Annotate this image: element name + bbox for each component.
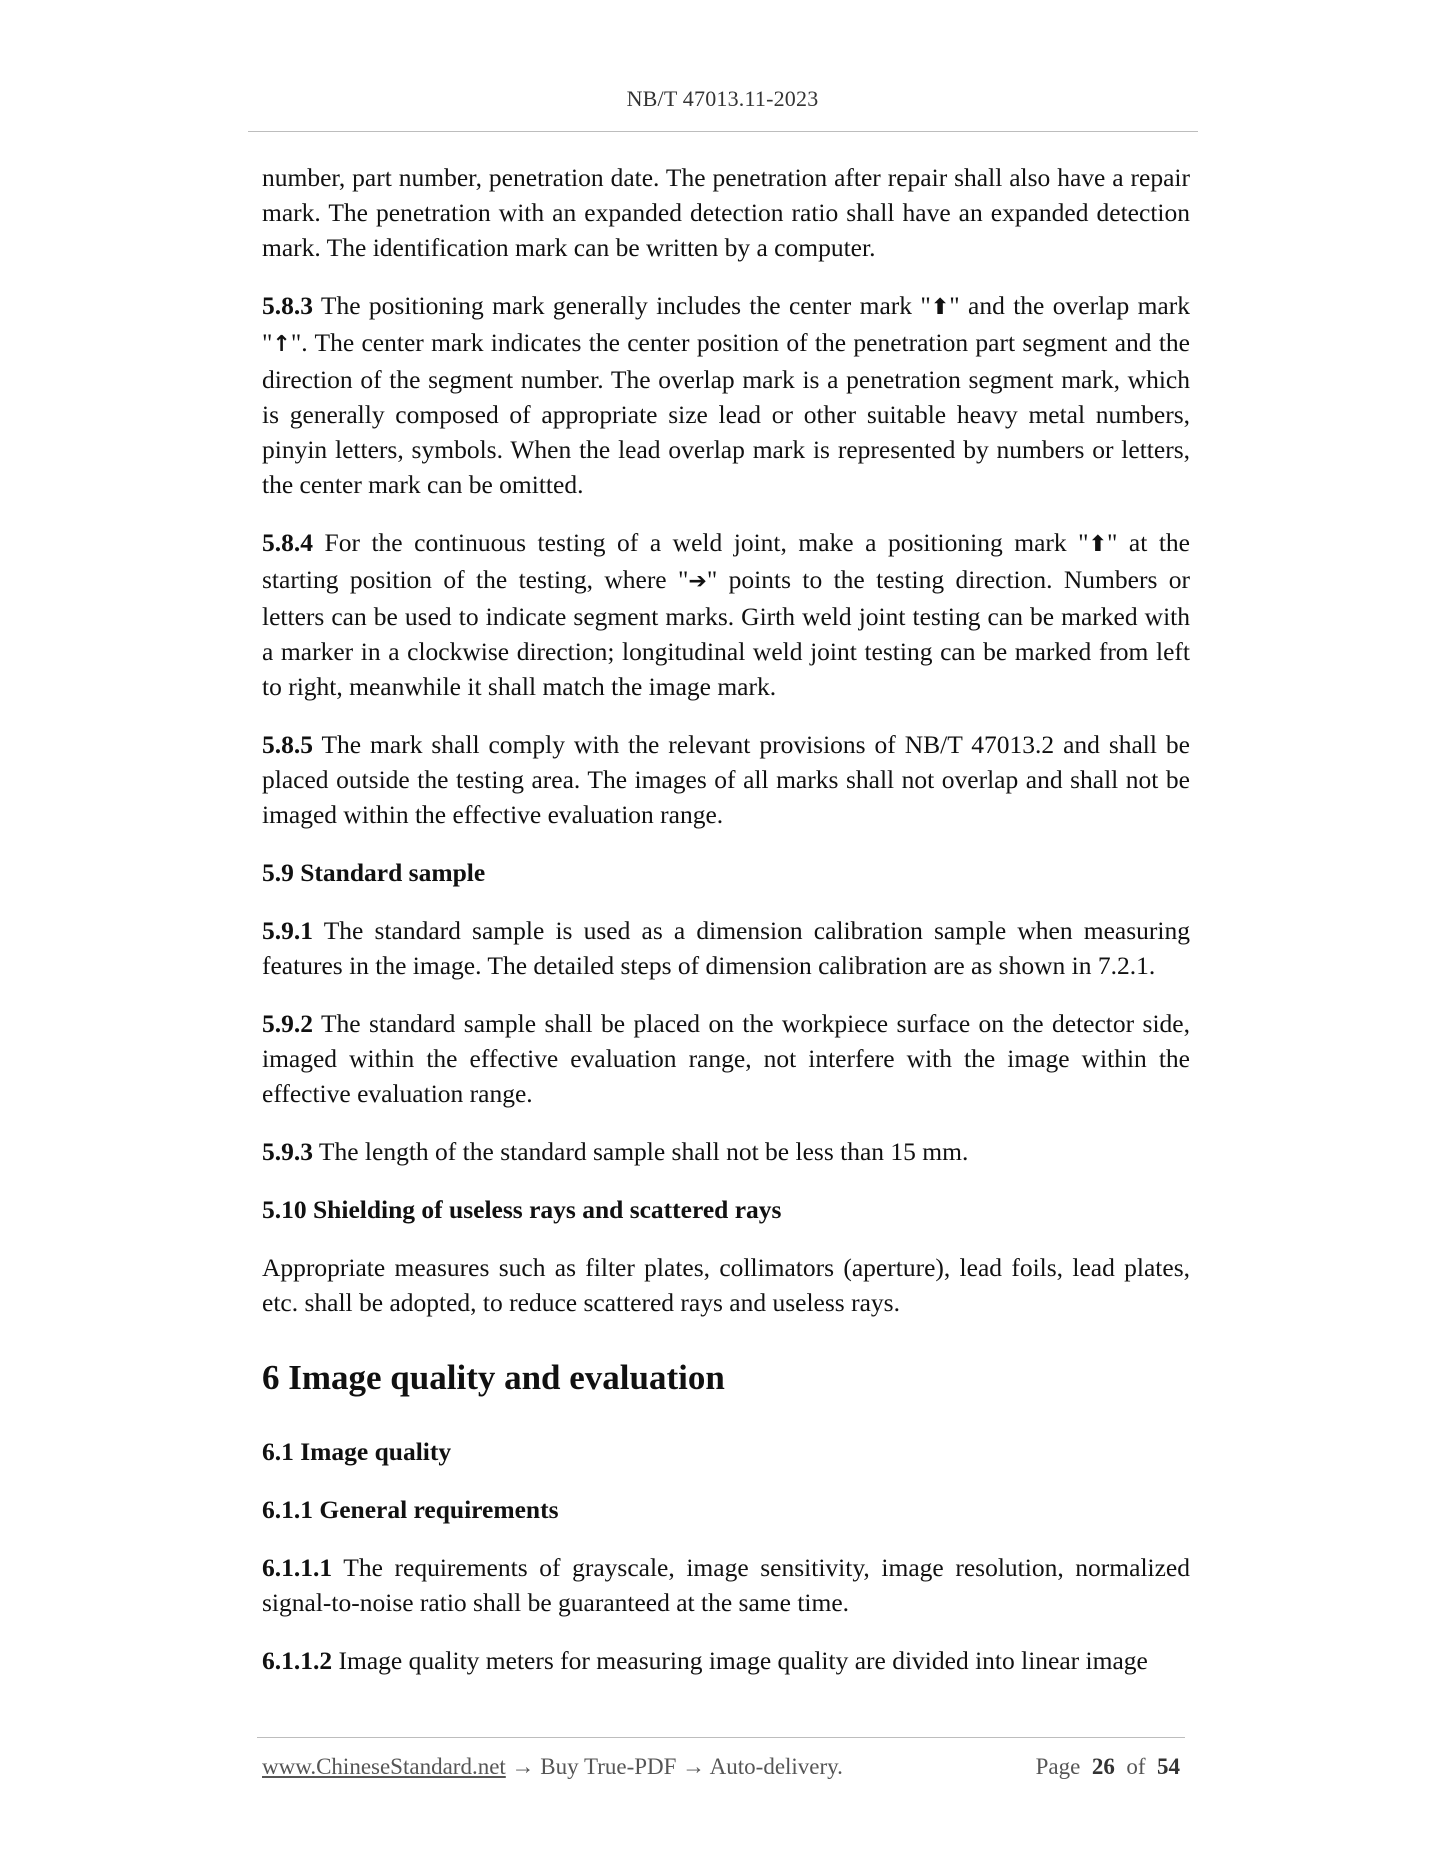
paragraph-5-9-2 <box>262 1006 1190 1111</box>
clause-text: " and the overlap mark " <box>262 291 1190 357</box>
paragraph-6-1-1-2 <box>262 1643 1190 1678</box>
footer-promo-text: → Buy True-PDF → Auto-delivery. <box>505 1754 843 1779</box>
section-heading-5-10: 5.10 Shielding of useless rays and scattered rays <box>262 1195 782 1224</box>
clause-text: " points to the testing direction. Numbers or letters can be used to indicate segment marks. Girth weld joint testing can be marked with a marker in a clockwise direction; longitudinal weld joint testing can be marked from left to right, meanwhile it shall match the image mark. <box>262 565 1190 701</box>
paragraph-5-9-1 <box>262 913 1190 983</box>
paragraph-5-9-3 <box>262 1134 1190 1169</box>
document-body <box>262 160 1190 1701</box>
clause-text: Image quality meters for measuring image quality are divided into linear image <box>332 1646 1148 1675</box>
page-of-label: of <box>1126 1754 1146 1779</box>
page-number: 26 <box>1091 1754 1115 1779</box>
clause-number: 5.8.4 <box>262 528 313 557</box>
paragraph-5-8-4 <box>262 525 1190 704</box>
clause-number: 6.1.1.2 <box>262 1646 333 1675</box>
clause-text: ". The center mark indicates the center position of the penetration part segment and the direction of the segment number. The overlap mark is a penetration segment mark, which is generally composed of appropriate size lead or other suitable heavy metal numbers, pinyin letters, symbols. When the lead overlap mark is represented by numbers or letters, the center mark can be omitted. <box>262 328 1190 499</box>
clause-text: The positioning mark generally includes the center mark " <box>313 291 931 320</box>
clause-text: The requirements of grayscale, image sensitivity, image resolution, normalized signal-to-noise ratio shall be guaranteed at the same time. <box>262 1553 1190 1617</box>
chapter-heading-6: 6 Image quality and evaluation <box>262 1358 725 1397</box>
arrow-right-icon: ➔ <box>688 569 707 594</box>
clause-number: 5.8.3 <box>262 291 313 320</box>
paragraph-5-8-3 <box>262 288 1190 502</box>
center-mark-icon: ⬆ <box>1088 532 1107 557</box>
section-heading-6-1-1: 6.1.1 General requirements <box>262 1495 559 1524</box>
clause-number: 5.8.5 <box>262 730 313 759</box>
paragraph-intro: number, part number, penetration date. The penetration after repair shall also have a repair mark. The penetration with an expanded detection ratio shall have an expanded detection mark. The identification mark can be written by a computer. <box>262 163 1190 262</box>
paragraph-6-1-1-1 <box>262 1550 1190 1620</box>
center-mark-icon: ⬆ <box>930 295 950 320</box>
clause-text: The standard sample is used as a dimension calibration sample when measuring features in the image. The detailed steps of dimension calibration are as shown in 7.2.1. <box>262 916 1190 980</box>
page-indicator <box>1036 1754 1180 1780</box>
clause-number: 5.9.3 <box>262 1137 313 1166</box>
website-link[interactable]: www.ChineseStandard.net <box>262 1754 506 1779</box>
page-label: Page <box>1035 1754 1081 1779</box>
section-heading-5-9: 5.9 Standard sample <box>262 858 486 887</box>
clause-number: 5.9.2 <box>262 1009 313 1038</box>
clause-number: 5.9.1 <box>262 916 313 945</box>
clause-text: The standard sample shall be placed on the workpiece surface on the detector side, imaged within the effective evaluation range, not interfere with the image within the effective evaluation range. <box>262 1009 1190 1108</box>
footer-promo <box>262 1754 843 1780</box>
paragraph-5-8-5 <box>262 727 1190 832</box>
page-total: 54 <box>1157 1754 1180 1779</box>
overlap-mark-icon: ↑ <box>272 332 291 357</box>
clause-number: 6.1.1.1 <box>262 1553 333 1582</box>
clause-text: The length of the standard sample shall not be less than 15 mm. <box>313 1137 969 1166</box>
header-divider <box>248 131 1198 132</box>
section-heading-6-1: 6.1 Image quality <box>262 1437 452 1466</box>
clause-text: For the continuous testing of a weld joint, make a positioning mark " <box>313 528 1089 557</box>
clause-text: The mark shall comply with the relevant provisions of NB/T 47013.2 and shall be placed outside the testing area. The images of all marks shall not overlap and shall not be imaged within the effective evaluation range. <box>262 730 1190 829</box>
clause-text: " at the starting position of the testing, where " <box>262 528 1190 594</box>
document-header: NB/T 47013.11-2023 <box>626 86 819 111</box>
footer-divider <box>257 1737 1185 1738</box>
paragraph-5-10: Appropriate measures such as filter plates, collimators (aperture), lead foils, lead plates, etc. shall be adopted, to reduce scattered rays and useless rays. <box>262 1253 1190 1317</box>
